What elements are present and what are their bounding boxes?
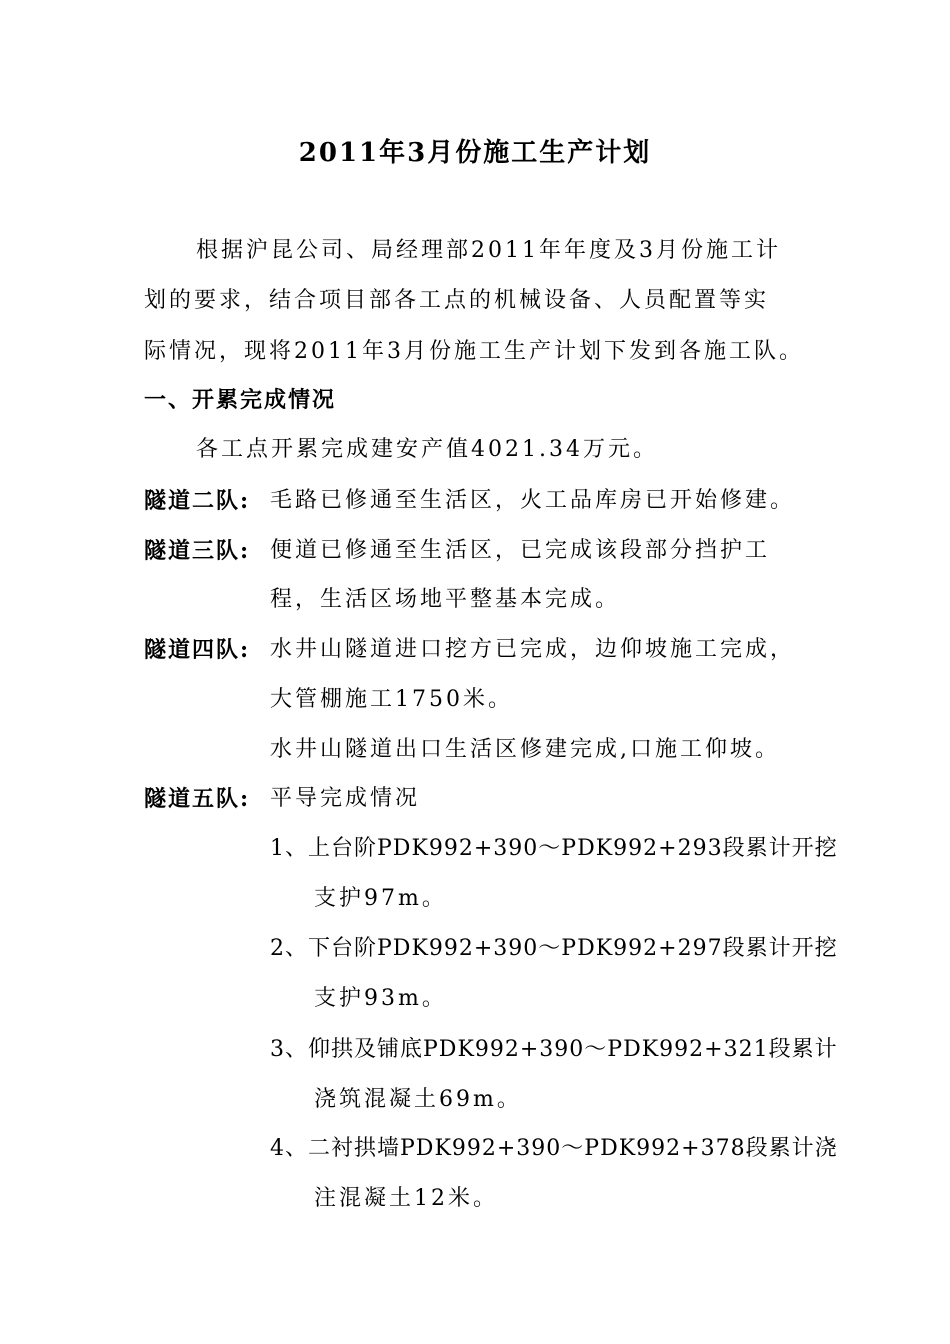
list-item-3-line-1: 3、仰拱及铺底PDK992+390～PDK992+321段累计 <box>270 1037 838 1062</box>
team-4-line-2: 大管棚施工1750米。 <box>270 687 513 712</box>
intro-line-3: 际情况，现将2011年3月份施工生产计划下发到各施工队。 <box>144 339 804 364</box>
document-title: 2011年3月份施工生产计划 <box>298 138 652 168</box>
team-2-line-1: 毛路已修通至生活区，火工品库房已开始修建。 <box>270 488 796 513</box>
team-4-line-1: 水井山隧道进口挖方已完成，边仰坡施工完成， <box>270 637 796 662</box>
intro-line-2: 划的要求，结合项目部各工点的机械设备、人员配置等实 <box>144 288 770 313</box>
team-5-line-1: 平导完成情况 <box>270 786 421 811</box>
list-item-2-line-2: 支护93m。 <box>314 986 447 1011</box>
list-item-1-line-2: 支护97m。 <box>314 886 447 911</box>
team-4-line-3: 水井山隧道出口生活区修建完成,口施工仰坡。 <box>270 737 780 762</box>
team-3-line-1: 便道已修通至生活区，已完成该段部分挡护工 <box>270 538 771 563</box>
team-3-line-2: 程，生活区场地平整基本完成。 <box>270 587 621 612</box>
list-item-2-line-1: 2、下台阶PDK992+390～PDK992+297段累计开挖 <box>270 936 838 961</box>
team-label-3: 隧道三队: <box>144 538 251 564</box>
section-summary: 各工点开累完成建安产值4021.34万元。 <box>196 437 658 462</box>
section-heading: 一、开累完成情况 <box>144 387 337 413</box>
team-label-4: 隧道四队: <box>144 637 251 663</box>
team-label-2: 隧道二队: <box>144 488 251 514</box>
intro-line-1: 根据沪昆公司、局经理部2011年年度及3月份施工计 <box>196 238 781 263</box>
team-label-5: 隧道五队: <box>144 786 251 812</box>
list-item-4-line-2: 注混凝土12米。 <box>314 1186 498 1211</box>
list-item-4-line-1: 4、二衬拱墙PDK992+390～PDK992+378段累计浇 <box>270 1136 838 1161</box>
list-item-3-line-2: 浇筑混凝土69m。 <box>314 1087 522 1112</box>
list-item-1-line-1: 1、上台阶PDK992+390～PDK992+293段累计开挖 <box>270 836 838 861</box>
